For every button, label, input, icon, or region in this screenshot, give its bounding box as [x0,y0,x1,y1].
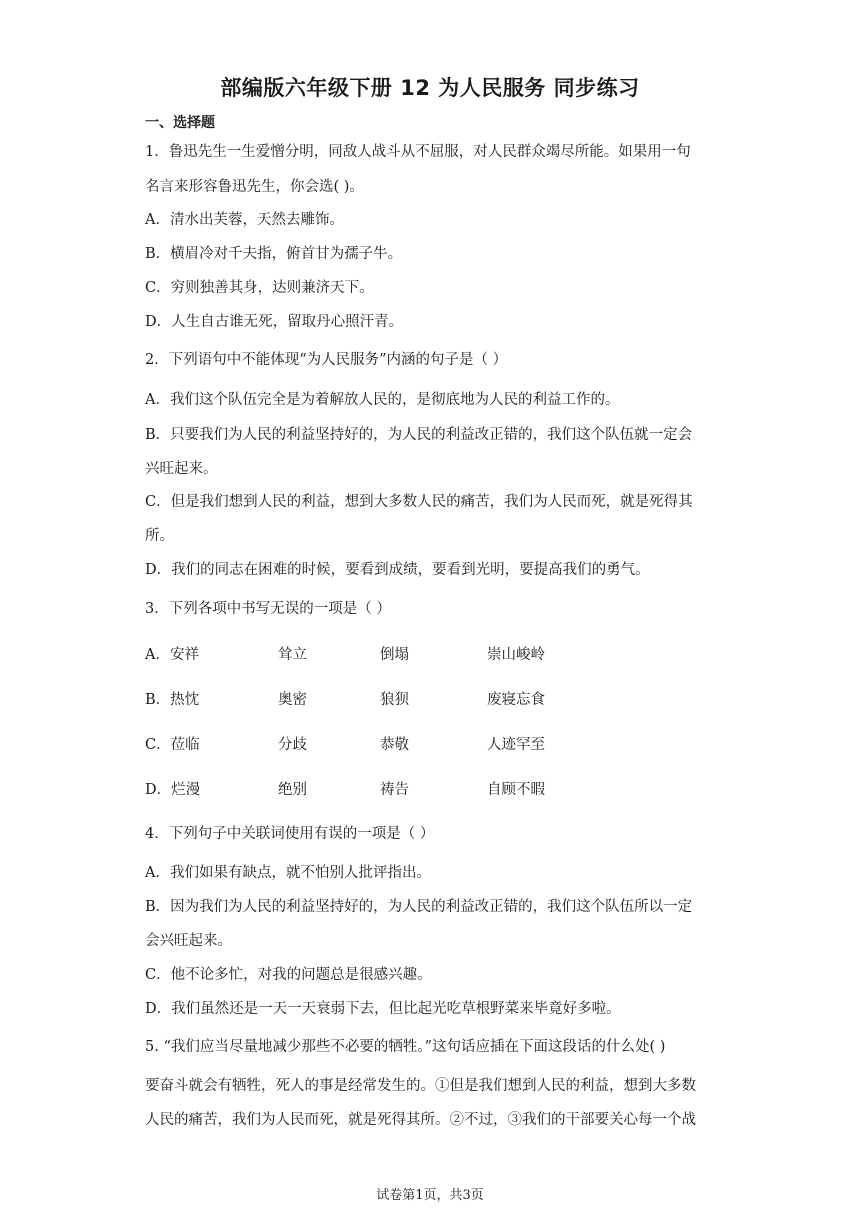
q5-passage-line2: 人民的痛苦，我们为人民而死，就是死得其所。②不过，③我们的干部要关心每一个战 [145,1112,696,1128]
q2-stem: 2．下列语句中不能体现“为人民服务”内涵的句子是（ ） [145,352,508,368]
q3-row-a-col1: A．安祥 [145,647,199,663]
q3-row-c-col2: 分歧 [278,737,307,753]
section-heading: 一、选择题 [145,115,215,131]
q4-option-d: D．我们虽然还是一天一天衰弱下去，但比起光吃草根野菜来毕竟好多啦。 [145,1001,621,1017]
q2-option-a: A．我们这个队伍完全是为着解放人民的，是彻底地为人民的利益工作的。 [145,392,620,408]
q3-row-d-col4: 自顾不暇 [487,782,545,798]
q2-option-b-line1: B．只要我们为人民的利益坚持好的，为人民的利益改正错的，我们这个队伍就一定会 [145,427,693,443]
q3-row-d-col1: D．烂漫 [145,782,201,798]
q4-option-b-line1: B．因为我们为人民的利益坚持好的，为人民的利益改正错的，我们这个队伍所以一定 [145,899,693,915]
q1-option-d: D．人生自古谁无死，留取丹心照汗青。 [145,314,404,330]
q2-option-d: D．我们的同志在困难的时候，要看到成绩，要看到光明，要提高我们的勇气。 [145,562,650,578]
page-title: 部编版六年级下册 12 为人民服务 同步练习 [220,76,640,100]
q2-option-b-line2: 兴旺起来。 [145,461,218,477]
q4-option-b-line2: 会兴旺起来。 [145,933,232,949]
q3-row-d-col2: 绝别 [278,782,307,798]
q2-option-c-line1: C．但是我们想到人民的利益，想到大多数人民的痛苦，我们为人民而死，就是死得其 [145,494,693,510]
q1-option-a: A．清水出芙蓉，天然去雕饰。 [145,212,344,228]
q3-row-b-col4: 废寝忘食 [487,692,545,708]
q4-stem: 4．下列句子中关联词使用有误的一项是（ ） [145,826,435,842]
q1-option-b: B．横眉冷对千夫指，俯首甘为孺子牛。 [145,246,403,262]
q4-option-a: A．我们如果有缺点，就不怕别人批评指出。 [145,865,431,881]
q3-row-a-col4: 崇山峻岭 [487,647,545,663]
page-footer: 试卷第1页，共3页 [376,1188,484,1203]
q3-row-c-col4: 人迹罕至 [487,737,545,753]
q2-option-c-line2: 所。 [145,528,174,544]
q3-row-b-col2: 奥密 [278,692,307,708]
q1-option-c: C．穷则独善其身，达则兼济天下。 [145,280,374,296]
q3-row-a-col3: 倒塌 [380,647,409,663]
q3-row-d-col3: 祷告 [380,782,409,798]
q1-stem-line1: 1．鲁迅先生一生爱憎分明，同敌人战斗从不屈服，对人民群众竭尽所能。如果用一句 [145,144,691,160]
q3-row-c-col3: 恭敬 [380,737,409,753]
q3-row-b-col1: B．热忱 [145,692,200,708]
q3-row-c-col1: C．莅临 [145,737,200,753]
q5-passage-line1: 要奋斗就会有牺牲，死人的事是经常发生的。①但是我们想到人民的利益，想到大多数 [145,1078,696,1094]
q3-row-b-col3: 狼狈 [380,692,409,708]
q3-stem: 3．下列各项中书写无误的一项是（ ） [145,601,391,617]
q3-row-a-col2: 耸立 [278,647,307,663]
q1-stem-line2: 名言来形容鲁迅先生，你会选( )。 [145,179,364,195]
q5-stem: 5. “我们应当尽量地减少那些不必要的牺牲。”这句话应插在下面这段话的什么处( ) [145,1039,666,1055]
q4-option-c: C．他不论多忙，对我的问题总是很感兴趣。 [145,967,432,983]
